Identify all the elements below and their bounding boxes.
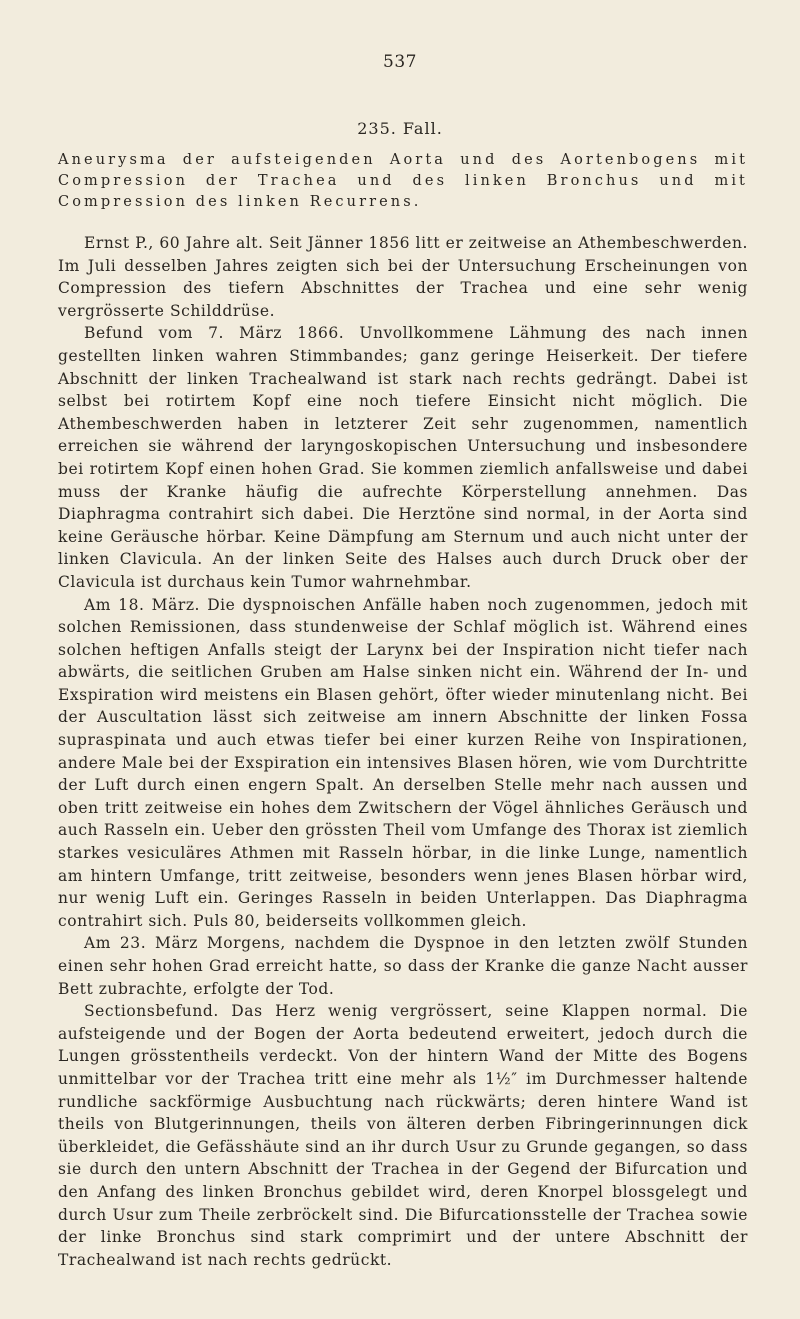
paragraph-findings-march-7: Befund vom 7. März 1866. Unvollkommene Lähmung des nach innen gestellten linken wahren Stimmbandes; ganz geringe Heiserkeit. Der tiefere Abschnitt der linken Trachealwand ist stark nach rechts gedrängt. Dabei ist selbst bei rotirtem Kopf eine noch tiefere Einsicht nicht möglich. Die Athembeschwerden haben in letzterer Zeit sehr zugenommen, namentlich erreichen sie während der laryngoskopischen Untersuchung und insbesondere bei rotirtem Kopf einen hohen Grad. Sie kommen ziemlich anfallsweise und dabei muss der Kranke häufig die aufrechte Körperstellung annehmen. Das Diaphragma contrahirt sich dabei. Die Herztöne sind normal, in der Aorta sind keine Geräusche hörbar. Keine Dämpfung am Sternum und auch nicht unter der linken Clavicula. An der linken Seite des Halses auch durch Druck ober der Clavicula ist durchaus kein Tumor wahrnehmbar. xyxy=(58,324,748,591)
page-number: 537 xyxy=(383,52,417,72)
case-body xyxy=(58,232,748,1271)
paragraph-march-23: Am 23. März Morgens, nachdem die Dyspnoe in den letzten zwölf Stunden einen sehr hohen Grad erreicht hatte, so dass der Kranke die ganze Nacht ausser Bett zubrachte, erfolgte der Tod. xyxy=(58,934,748,998)
paragraph-autopsy: Sectionsbefund. Das Herz wenig vergrössert, seine Klappen normal. Die aufsteigende und der Bogen der Aorta bedeutend erweitert, jedoch durch die Lungen grösstentheils verdeckt. Von der hintern Wand der Mitte des Bogens unmittelbar vor der Trachea tritt eine mehr als 1½″ im Durchmesser haltende rundliche sackförmige Ausbuchtung nach rückwärts; deren hintere Wand ist theils von Blutgerinnungen, theils von älteren derben Fibringerinnungen dick überkleidet, die Gefässhäute sind an ihr durch Usur zu Grunde gegangen, so dass sie durch den untern Abschnitt der Trachea in der Gegend der Bifurcation und den Anfang des linken Bronchus gebildet wird, deren Knorpel blossgelegt und durch Usur zum Theile zerbröckelt sind. Die Bifurcationsstelle der Trachea sowie der linke Bronchus sind stark comprimirt und der untere Abschnitt der Trachealwand ist nach rechts gedrückt. xyxy=(58,1002,748,1269)
paragraph-march-18: Am 18. März. Die dyspnoischen Anfälle haben noch zugenommen, jedoch mit solchen Remissionen, dass stundenweise der Schlaf möglich ist. Während eines solchen heftigen Anfalls steigt der Larynx bei der Inspiration nicht tiefer nach abwärts, die seitlichen Gruben am Halse sinken nicht ein. Während der In- und Exspiration wird meistens ein Blasen gehört, öfter wieder minutenlang nicht. Bei der Auscultation lässt sich zeitweise am innern Abschnitte der linken Fossa supraspinata und auch etwas tiefer bei einer kurzen Reihe von Inspirationen, andere Male bei der Exspiration ein intensives Blasen hören, wie vom Durchtritte der Luft durch einen engern Spalt. An derselben Stelle mehr nach aussen und oben tritt zeitweise ein hohes dem Zwitschern der Vögel ähnliches Geräusch und auch Rasseln ein. Ueber den grössten Theil vom Umfange des Thorax ist ziemlich starkes vesiculäres Athmen mit Rasseln hörbar, in die linke Lunge, namentlich am hintern Umfange, tritt zeitweise, besonders wenn jenes Blasen hörbar wird, nur wenig Luft ein. Geringes Rasseln in beiden Unterlappen. Das Diaphragma contrahirt sich. Puls 80, beiderseits vollkommen gleich. xyxy=(58,595,748,930)
case-heading: Aneurysma der aufsteigenden Aorta und des Aortenbogens mit Compression der Trachea und des linken Bronchus und mit Compression des linken Recurrens. xyxy=(58,152,748,210)
case-title: 235. Fall. xyxy=(357,119,443,138)
paragraph-history: Ernst P., 60 Jahre alt. Seit Jänner 1856 litt er zeitweise an Athembeschwerden. Im Juli desselben Jahres zeigten sich bei der Untersuchung Erscheinungen von Compression des tiefern Abschnittes der Trachea und eine sehr wenig vergrösserte Schilddrüse. xyxy=(58,234,748,320)
